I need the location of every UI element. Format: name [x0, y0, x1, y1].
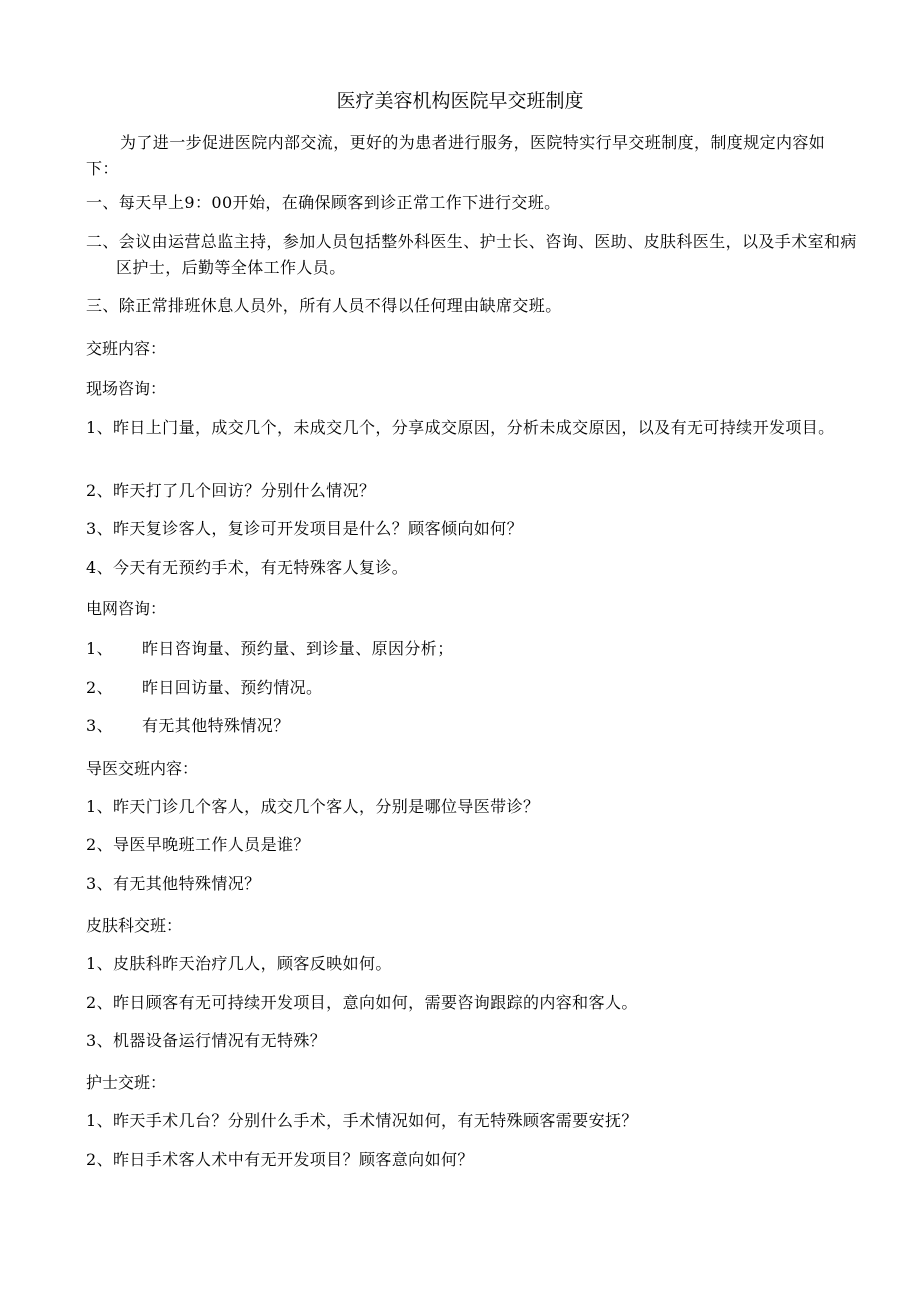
online-item-3: [86, 713, 838, 739]
online-item-3-text: 有无其他特殊情况？: [142, 716, 290, 735]
document-title: 医疗美容机构医院早交班制度: [336, 90, 584, 112]
onsite-item-4: 4、今天有无预约手术，有无特殊客人复诊。: [86, 558, 409, 577]
section-heading-nurse: 护士交班：: [86, 1073, 167, 1092]
online-item-1-num: 1、: [86, 639, 113, 658]
derm-item-3: 3、机器设备运行情况有无特殊？: [86, 1031, 327, 1050]
section-heading-online: 电网咨询：: [86, 599, 167, 618]
rule-1: 一、每天早上9：00开始，在确保顾客到诊正常工作下进行交班。: [86, 193, 561, 212]
onsite-item-2: 2、昨天打了几个回访？分别什么情况？: [86, 481, 376, 500]
online-item-2-num: 2、: [86, 678, 113, 697]
section-heading-onsite: 现场咨询：: [86, 379, 167, 398]
nurse-item-2: 2、昨日手术客人术中有无开发项目？顾客意向如何？: [86, 1150, 474, 1169]
online-item-1-text: 昨日咨询量、预约量、到诊量、原因分析；: [142, 639, 454, 658]
rule-3: 三、除正常排班休息人员外，所有人员不得以任何理由缺席交班。: [86, 296, 562, 315]
online-item-2-text: 昨日回访量、预约情况。: [142, 678, 323, 697]
derm-item-2: 2、昨日顾客有无可持续开发项目，意向如何，需要咨询跟踪的内容和客人。: [86, 993, 638, 1012]
section-heading-handover: 交班内容：: [86, 339, 167, 358]
onsite-item-3: 3、昨天复诊客人，复诊可开发项目是什么？顾客倾向如何？: [86, 519, 523, 538]
online-item-1: [86, 636, 838, 662]
rule-2: 二、会议由运营总监主持，参加人员包括整外科医生、护士长、咨询、医助、皮肤科医生，以及手术室和病区护士，后勤等全体工作人员。: [86, 232, 857, 277]
guide-item-1: 1、昨天门诊几个客人，成交几个客人，分别是哪位导医带诊？: [86, 797, 540, 816]
guide-item-2: 2、导医早晚班工作人员是谁？: [86, 835, 310, 854]
onsite-item-1: 1、昨日上门量，成交几个，未成交几个，分享成交原因，分析未成交原因，以及有无可持续开发项目。: [86, 418, 835, 437]
online-item-3-num: 3、: [86, 716, 113, 735]
nurse-item-1: 1、昨天手术几台？分别什么手术，手术情况如何，有无特殊顾客需要安抚？: [86, 1111, 638, 1130]
section-heading-derm: 皮肤科交班：: [86, 916, 183, 935]
intro-paragraph: 为了进一步促进医院内部交流，更好的为患者进行服务，医院特实行早交班制度，制度规定内容如下：: [86, 133, 826, 178]
section-heading-guide: 导医交班内容：: [86, 759, 199, 778]
guide-item-3: 3、有无其他特殊情况？: [86, 874, 261, 893]
derm-item-1: 1、皮肤科昨天治疗几人，顾客反映如何。: [86, 954, 392, 973]
online-item-2: [86, 675, 838, 701]
